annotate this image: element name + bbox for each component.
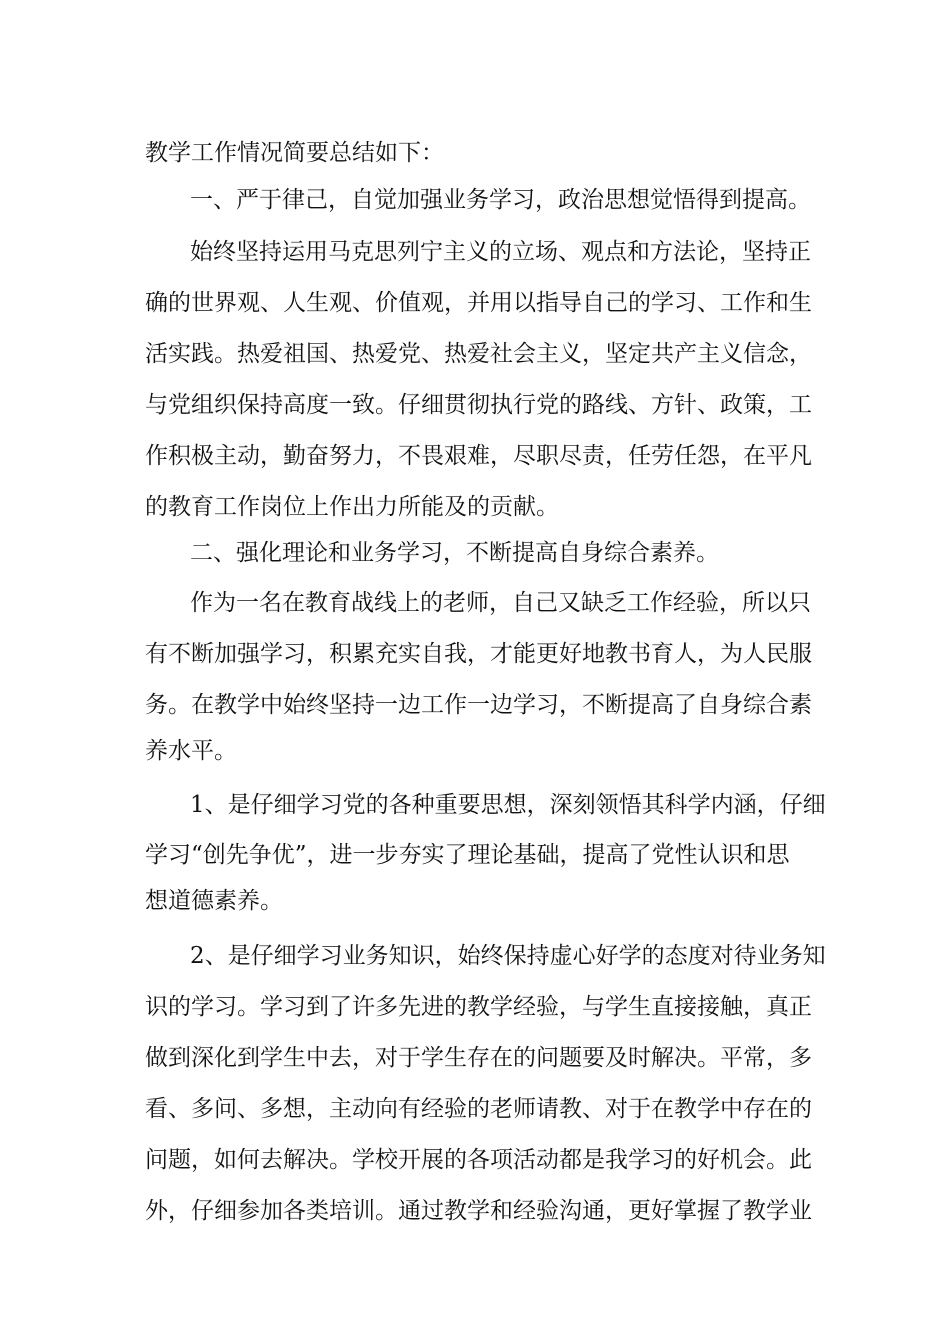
text-line: 务。在教学中始终坚持一边工作一边学习，不断提高了自身综合素 [145,692,812,718]
text-line: 问题，如何去解决。学校开展的各项活动都是我学习的好机会。此 [145,1147,812,1173]
text-line: 学习“创先争优”，进一步夯实了理论基础，提高了党性认识和思 [145,842,790,868]
text-line: 有不断加强学习，积累充实自我，才能更好地教书育人，为人民服 [145,641,812,667]
section-heading: 一、严于律己，自觉加强业务学习，政治思想觉悟得到提高。 [190,187,811,213]
text-line: 1、是仔细学习党的各种重要思想，深刻领悟其科学内涵，仔细 [190,792,826,818]
text-line: 看、多问、多想，主动向有经验的老师请教、对于在教学中存在的 [145,1096,812,1122]
text-line: 教学工作情况简要总结如下： [145,140,444,166]
text-line: 活实践。热爱祖国、热爱党、热爱社会主义，坚定共产主义信念， [145,341,812,367]
section-heading: 二、强化理论和业务学习，不断提高自身综合素养。 [190,540,719,566]
text-line: 与党组织保持高度一致。仔细贯彻执行党的路线、方针、政策，工 [145,392,812,418]
text-line: 的教育工作岗位上作出力所能及的贡献。 [145,494,559,520]
text-line: 2、是仔细学习业务知识，始终保持虚心好学的态度对待业务知 [190,943,826,969]
text-line: 作积极主动，勤奋努力，不畏艰难，尽职尽责，任劳任怨，在平凡 [145,443,812,469]
text-line: 始终坚持运用马克思列宁主义的立场、观点和方法论，坚持正 [190,239,811,265]
text-line: 外，仔细参加各类培训。通过教学和经验沟通，更好掌握了教学业 [145,1198,812,1224]
text-line: 养水平。 [145,738,237,764]
text-line: 作为一名在教育战线上的老师，自己又缺乏工作经验，所以只 [190,590,811,616]
text-line: 做到深化到学生中去，对于学生存在的问题要及时解决。平常，多 [145,1045,812,1071]
text-line: 想道德素养。 [145,888,283,914]
text-line: 确的世界观、人生观、价值观，并用以指导自己的学习、工作和生 [145,290,812,316]
text-line: 识的学习。学习到了许多先进的教学经验，与学生直接接触，真正 [145,994,812,1020]
